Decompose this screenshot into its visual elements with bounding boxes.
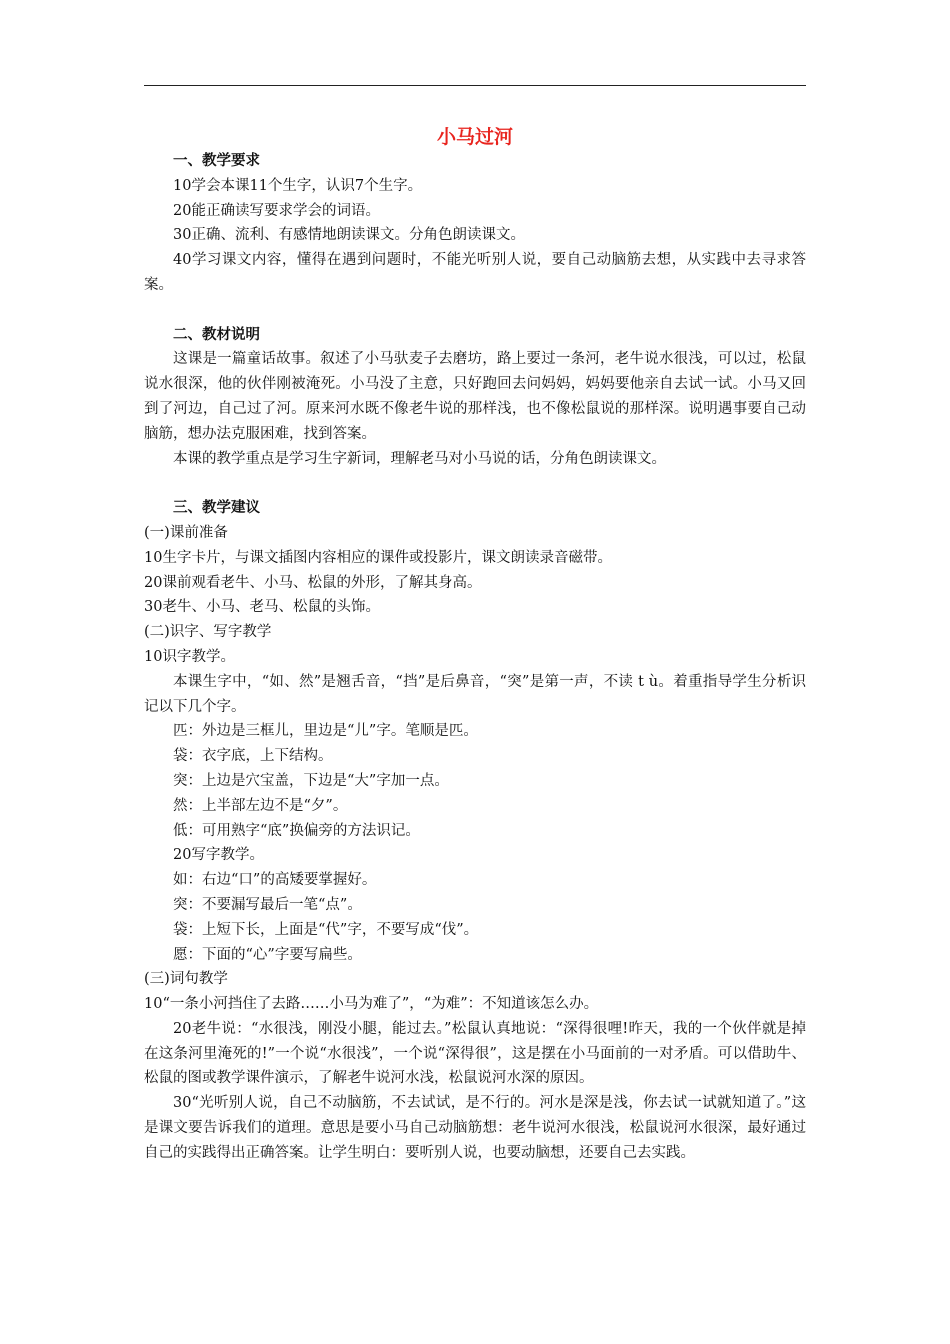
writing-note: 突：不要漏写最后一笔“点”。 (173, 896, 362, 913)
writing-note: 如：右边“口”的高矮要掌握好。 (173, 872, 377, 889)
literacy-heading: 10识字教学。 (144, 648, 235, 665)
section-1-heading: 一、教学要求 (173, 153, 260, 169)
section-2-heading: 二、教材说明 (173, 326, 260, 343)
requirement-item: 10学会本课11个生字，认识7个生字。 (173, 177, 423, 194)
header-rule (144, 85, 806, 86)
prep-item: 10生字卡片，与课文插图内容相应的课件或投影片，课文朗读录音磁带。 (144, 549, 612, 566)
character-note: 袋：衣字底，上下结构。 (173, 748, 333, 765)
document-body (144, 149, 806, 1166)
character-note: 低：可用熟字“底”换偏旁的方法识记。 (173, 822, 420, 839)
requirement-item: 30正确、流利、有感情地朗读课文。分角色朗读课文。 (173, 227, 525, 244)
writing-note: 愿：下面的“心”字要写扁些。 (173, 946, 362, 963)
writing-note: 袋：上短下长，上面是“代”字，不要写成“伐”。 (173, 921, 479, 938)
character-note: 然：上半部左边不是“夕”。 (173, 797, 348, 814)
section-3-heading: 三、教学建议 (173, 500, 260, 517)
document-title: 小马过河 (436, 126, 513, 148)
phrase-item: 30“光听别人说，自己不动脑筋，不去试试，是不行的。河水是深是浅，你去试一试就知道了。”这是课文要告诉我们的道理。意思是要小马自己动脑筋想：老牛说河水很浅，松鼠说河水很深，最好通过自己的实践得出正确答案。让学生明白：要听别人说，也要动脑想，还要自己去实践。 (144, 1095, 806, 1161)
material-paragraph: 本课的教学重点是学习生字新词，理解老马对小马说的话，分角色朗读课文。 (173, 450, 666, 467)
requirement-item: 40学习课文内容，懂得在遇到问题时，不能光听别人说，要自己动脑筋去想，从实践中去寻求答案。 (144, 252, 806, 293)
subsection-heading: (三)词句教学 (144, 971, 228, 988)
character-note: 匹：外边是三框儿，里边是“儿”字。笔顺是匹。 (173, 723, 478, 740)
phrase-item: 20老牛说：“水很浅，刚没小腿，能过去。”松鼠认真地说：“深得很哩!昨天，我的一个伙伴就是掉在这条河里淹死的!”一个说“水很浅”，一个说“深得很”，这是摆在小马面前的一对矛盾。可以借助牛、松鼠的图或教学课件演示，了解老牛说河水浅，松鼠说河水深的原因。 (144, 1020, 806, 1087)
literacy-paragraph: 本课生字中，“如、然”是翘舌音，“挡”是后鼻音，“突”是第一声，不读 t ù。着重指导学生分析识记以下几个字。 (144, 673, 806, 715)
phrase-item: 10“一条小河挡住了去路……小马为难了”，“为难”：不知道该怎么办。 (144, 996, 599, 1013)
subsection-heading: (二)识字、写字教学 (144, 624, 272, 641)
subsection-heading: (一)课前准备 (144, 524, 228, 541)
character-note: 突：上边是穴宝盖，下边是“大”字加一点。 (173, 772, 449, 789)
requirement-item: 20能正确读写要求学会的词语。 (173, 202, 380, 219)
material-paragraph: 这课是一篇童话故事。叙述了小马驮麦子去磨坊，路上要过一条河，老牛说水很浅，可以过，松鼠说水很深，他的伙伴刚被淹死。小马没了主意，只好跑回去问妈妈，妈妈要他亲自去试一试。小马又回到了河边，自己过了河。原来河水既不像老牛说的那样浅，也不像松鼠说的那样深。说明遇事要自己动脑筋，想办法克服困难，找到答案。 (144, 351, 806, 442)
prep-item: 30老牛、小马、老马、松鼠的头饰。 (144, 599, 380, 616)
prep-item: 20课前观看老牛、小马、松鼠的外形，了解其身高。 (144, 574, 482, 591)
writing-heading: 20写字教学。 (173, 847, 264, 864)
